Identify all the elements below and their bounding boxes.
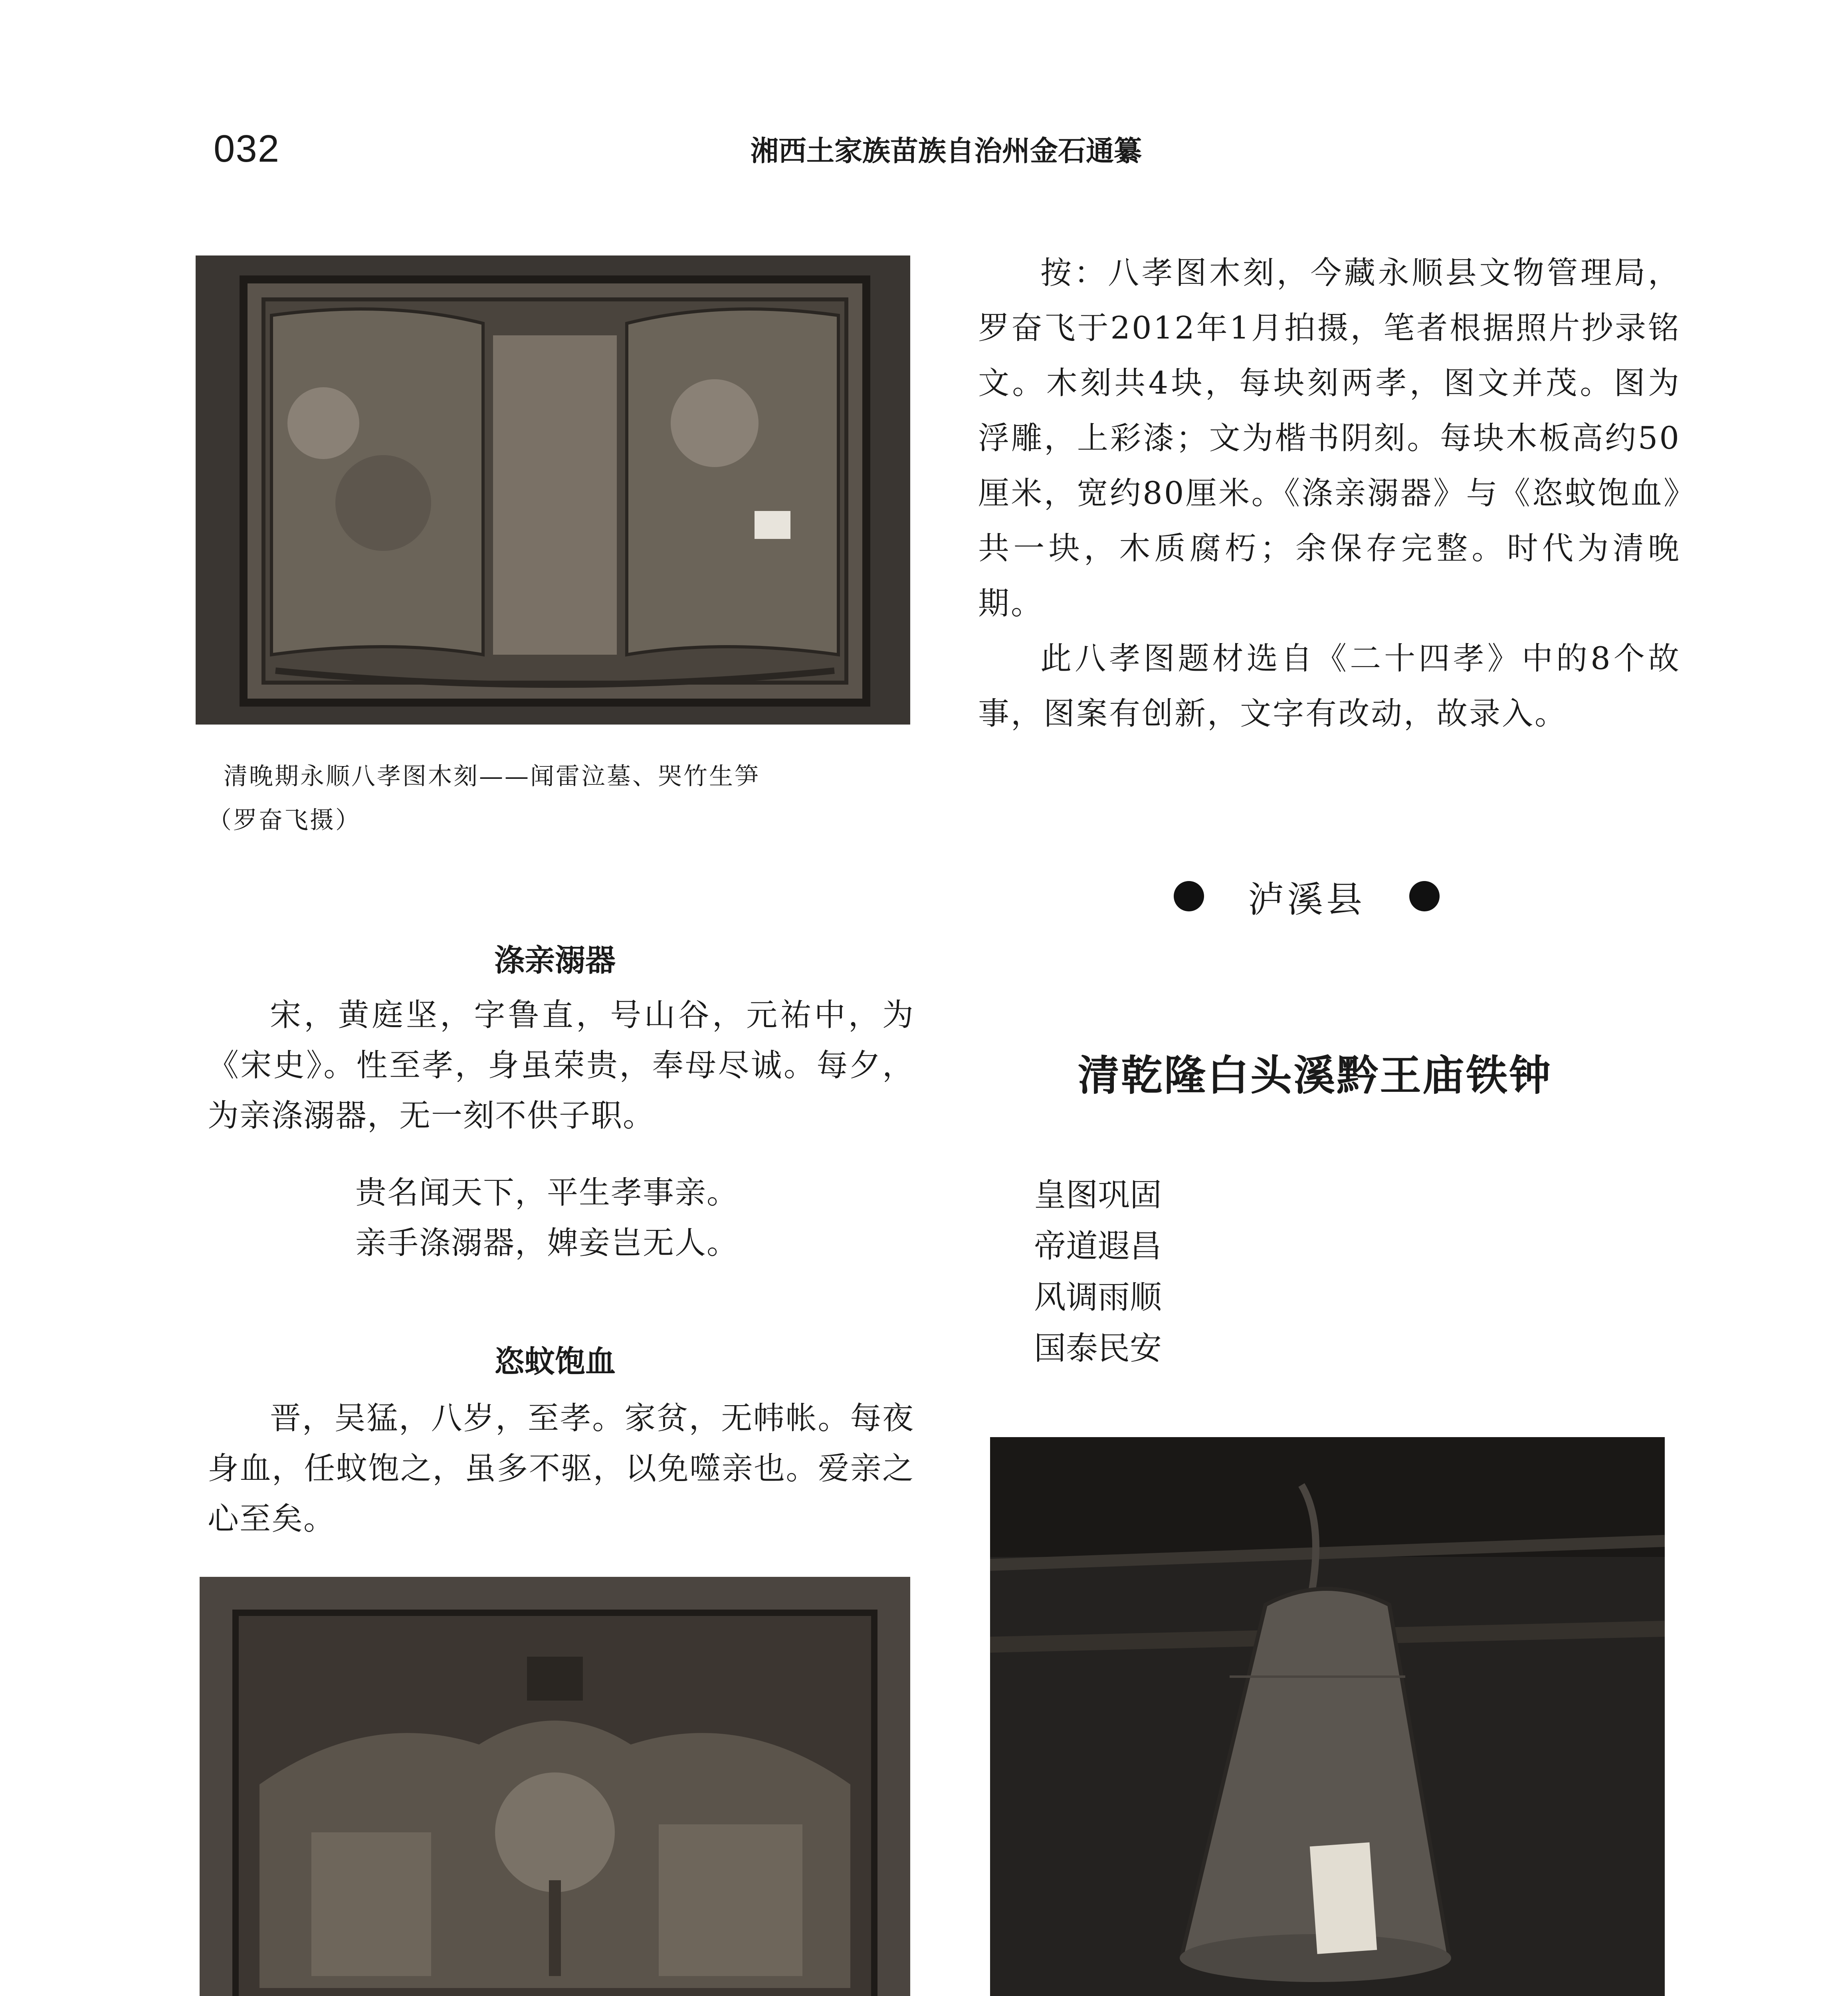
bullet-dot-icon — [1409, 881, 1440, 911]
county-name: 泸溪县 — [1248, 879, 1365, 921]
section1-verse — [355, 1168, 914, 1268]
woodcarving-photo-2 — [200, 1577, 910, 1996]
woodcarving-photo-1-graphic — [196, 255, 910, 725]
iron-bell-photo — [990, 1437, 1665, 1996]
inscription-line: 风调雨顺 — [1034, 1279, 1162, 1316]
iron-bell-graphic — [990, 1437, 1665, 1996]
note-paragraph: 此八孝图题材选自《二十四孝》中的8个故事，图案有创新，文字有改动，故录入。 — [978, 641, 1681, 732]
inscription-line: 帝道遐昌 — [1034, 1228, 1162, 1265]
page-number: 032 — [214, 127, 280, 170]
woodcarving-photo-1 — [196, 255, 910, 725]
section1-paragraph: 宋，黄庭坚，字鲁直，号山谷，元祐中，为《宋史》。性至孝，身虽荣贵，奉母尽诚。每夕，为亲涤溺器，无一刻不供子职。 — [208, 997, 914, 1134]
section-title-1: 涤亲溺器 — [494, 943, 616, 978]
section2-paragraph: 晋，吴猛，八岁，至孝。家贫，无帏帐。每夜身血，任蚊饱之，虽多不驱，以免噬亲也。爱亲之心至矣。 — [208, 1400, 914, 1537]
inscription-line: 皇图巩固 — [1034, 1176, 1162, 1214]
figure1-caption — [208, 754, 934, 842]
woodcarving-photo-2-graphic — [200, 1577, 910, 1996]
running-title: 湘西土家族苗族自治州金石通纂 — [751, 135, 1142, 167]
note-paragraph: 按：八孝图木刻，今藏永顺县文物管理局，罗奋飞于2012年1月拍摄，笔者根据照片抄录铭文。木刻共4块，每块刻两孝，图文并茂。图为浮雕，上彩漆；文为楷书阴刻。每块木板高约50厘米，宽约80厘米。《涤亲溺器》与《恣蚊饱血》共一块，木质腐朽；余保存完整。时代为清晚期。 — [978, 255, 1681, 622]
figure1-caption-photographer: （罗奋飞摄） — [208, 806, 361, 834]
editor-note — [978, 246, 1681, 741]
inscription-line: 国泰民安 — [1034, 1330, 1162, 1367]
bullet-dot-icon — [1174, 881, 1204, 911]
verse-line: 贵名闻天下，平生孝事亲。 — [355, 1175, 739, 1211]
verse-line: 亲手涤溺器，婢妾岂无人。 — [355, 1225, 739, 1261]
bell-inscription — [1034, 1170, 1162, 1374]
figure1-caption-line1: 清晚期永顺八孝图木刻——闻雷泣墓、哭竹生笋 — [224, 762, 760, 790]
county-heading — [1174, 870, 1440, 922]
article-title: 清乾隆白头溪黔王庙铁钟 — [1078, 1051, 1553, 1100]
section-title-2: 恣蚊饱血 — [494, 1344, 616, 1379]
